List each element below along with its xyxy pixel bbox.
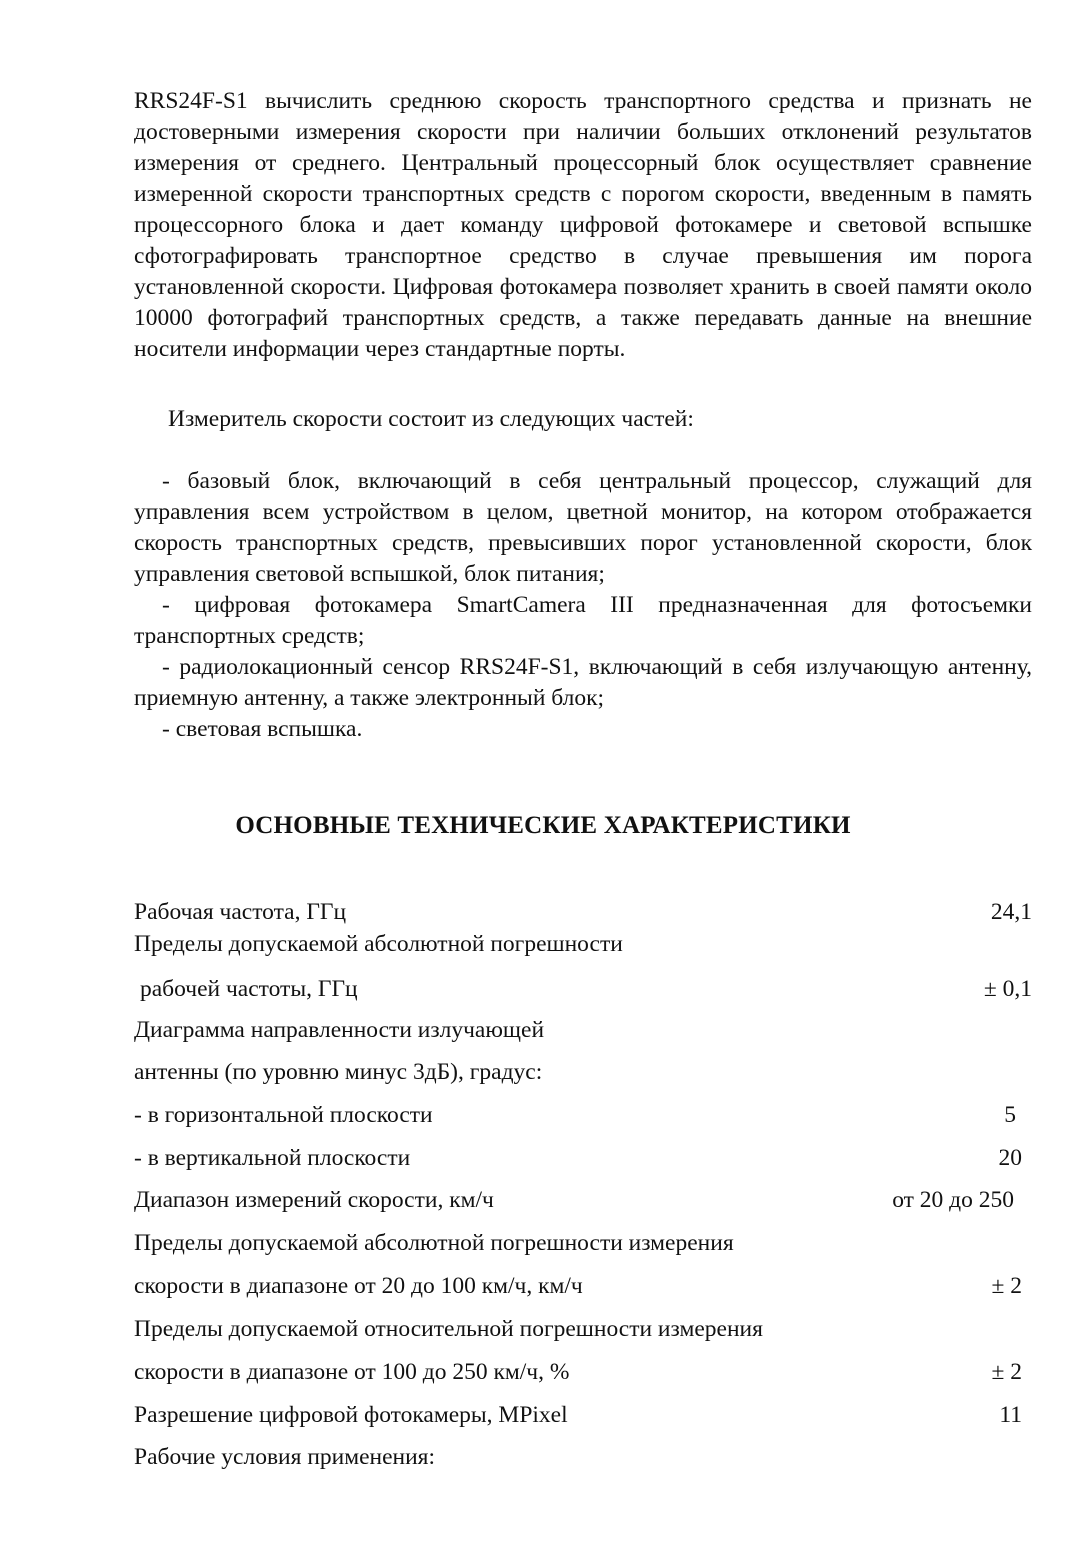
spec-label: скорости в диапазоне от 100 до 250 км/ч, % xyxy=(134,1359,570,1385)
spec-row xyxy=(134,973,1032,1005)
spec-label: антенны (по уровню минус 3дБ), градус: xyxy=(134,1059,543,1085)
spec-row xyxy=(134,1270,1032,1302)
spec-value: от 20 до 250 xyxy=(892,1187,1014,1213)
spec-label: Разрешение цифровой фотокамеры, MPixel xyxy=(134,1402,568,1428)
spec-value: ± 2 xyxy=(991,1273,1022,1299)
spec-value: 5 xyxy=(1004,1102,1016,1128)
spec-row xyxy=(134,1399,1032,1431)
spec-value: 11 xyxy=(999,1402,1022,1428)
spec-label: Диапазон измерений скорости, км/ч xyxy=(134,1187,494,1213)
composition-intro: Измеритель скорости состоит из следующих частей: xyxy=(168,406,694,432)
spec-label: - в вертикальной плоскости xyxy=(134,1145,411,1171)
list-item: - радиолокационный сенсор RRS24F-S1, включающий в себя излучающую антенну, приемную антенну, а также электронный блок; xyxy=(134,654,1032,711)
list-item: - световая вспышка. xyxy=(162,716,363,742)
spec-row xyxy=(134,1227,1032,1259)
spec-label: Пределы допускаемой абсолютной погрешности измерения xyxy=(134,1230,734,1256)
spec-label: рабочей частоты, ГГц xyxy=(140,976,358,1002)
section-heading: ОСНОВНЫЕ ТЕХНИЧЕСКИЕ ХАРАКТЕРИСТИКИ xyxy=(235,812,851,839)
spec-row xyxy=(134,1014,1032,1046)
spec-value: ± 0,1 xyxy=(983,976,1032,1002)
spec-row xyxy=(134,1056,1032,1088)
spec-value: ± 2 xyxy=(991,1359,1022,1385)
spec-label: Пределы допускаемой относительной погрешности измерения xyxy=(134,1316,763,1342)
spec-label: скорости в диапазоне от 20 до 100 км/ч, км/ч xyxy=(134,1273,583,1299)
spec-label: Диаграмма направленности излучающей xyxy=(134,1017,545,1043)
spec-row xyxy=(134,896,1032,928)
spec-value: 24,1 xyxy=(990,899,1032,925)
spec-row xyxy=(134,1356,1032,1388)
spec-label: Рабочие условия применения: xyxy=(134,1444,436,1470)
list-item: - цифровая фотокамера SmartCamera III предназначенная для фотосъемки транспортных средств; xyxy=(134,592,1032,649)
spec-label: Рабочая частота, ГГц xyxy=(134,899,347,925)
spec-row xyxy=(134,928,1032,960)
spec-row xyxy=(134,1099,1032,1131)
spec-row xyxy=(134,1184,1032,1216)
spec-row xyxy=(134,1313,1032,1345)
spec-row xyxy=(134,1142,1032,1174)
spec-row xyxy=(134,1441,1032,1473)
intro-paragraph: RRS24F-S1 вычислить среднюю скорость транспортного средства и признать не достоверными измерения скорости при наличии больших отклонений результатов измерения от среднего. Центральный процессорный блок осуществляет сравнение измеренной скорости транспортных средств с порогом скорости, введенным в память процессорного блока и дает команду цифровой фотокамере и световой вспышке сфотографировать транспортное средство в случае превышения им порога установленной скорости. Цифровая фотокамера позволяет хранить в своей памяти около 10000 фотографий транспортных средств, а также передавать данные на внешние носители информации через стандартные порты. xyxy=(134,88,1032,362)
spec-label: Пределы допускаемой абсолютной погрешности xyxy=(134,931,623,957)
list-item: - базовый блок, включающий в себя центральный процессор, служащий для управления всем устройством в целом, цветной монитор, на котором отображается скорость транспортных средств, превысивших порог установленной скорости, блок управления световой вспышкой, блок питания; xyxy=(134,468,1032,587)
spec-value: 20 xyxy=(998,1145,1022,1171)
composition-list xyxy=(134,466,1032,745)
spec-label: - в горизонтальной плоскости xyxy=(134,1102,433,1128)
